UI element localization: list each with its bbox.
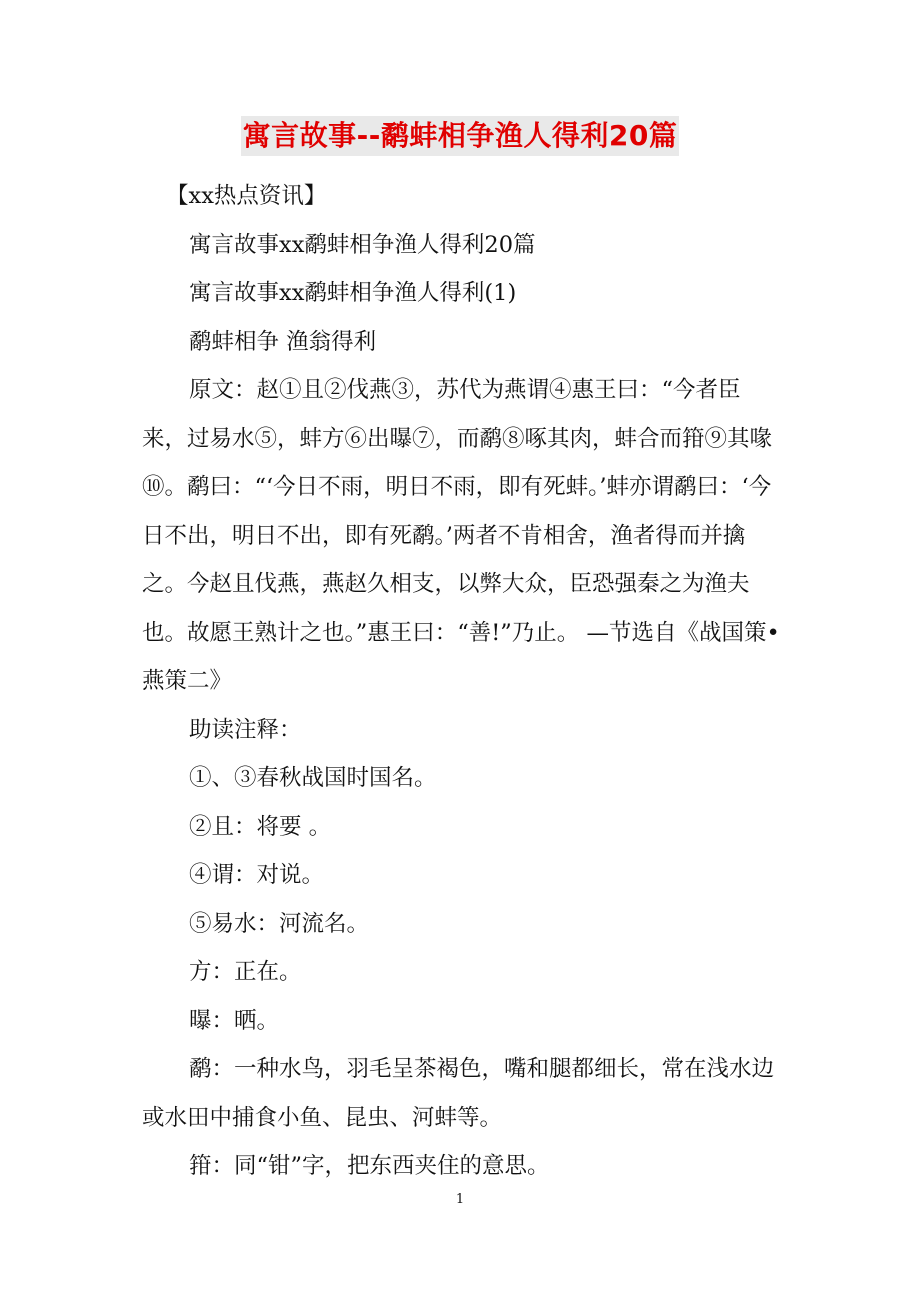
paragraph-note-4: ⑤易水：河流名。 — [189, 910, 370, 937]
title-container — [0, 116, 920, 156]
paragraph-original-text: 原文：赵①且②伐燕③，苏代为燕谓④惠王曰：“今者臣来，过易水⑤，蚌方⑥出曝⑦，而鹬⑧啄其肉，蚌合而箝⑨其喙⑩。鹬曰：“‘今日不雨，明日不雨，即有死蚌。’蚌亦谓鹬曰：‘今日不出，明日不出，即有死鹬。’两者不肯相舍，渔者得而并擒之。今赵且伐燕，燕赵久相支，以弊大众，臣恐强秦之为渔夫也。故愿王熟计之也。”惠王曰：“善!”乃止。 —节选自《战国策•燕策二》 — [142, 377, 780, 694]
paragraph-note-7: 鹬：一种水鸟，羽毛呈茶褐色，嘴和腿都细长，常在浅水边或水田中捕食小鱼、昆虫、河蚌等。 — [142, 1056, 775, 1131]
paragraph-note-1: ①、③春秋战国时国名。 — [189, 765, 437, 791]
paragraph-story-title: 鹬蚌相争 渔翁得利 — [189, 328, 377, 355]
paragraph-section-heading: 寓言故事xx鹬蚌相争渔人得利(1) — [189, 280, 517, 306]
paragraph-note-8: 箝：同“钳”字，把东西夹住的意思。 — [189, 1153, 550, 1179]
paragraph-note-6: 曝：晒。 — [189, 1007, 280, 1034]
document-title: 寓言故事--鹬蚌相争渔人得利20篇 — [241, 116, 680, 156]
paragraph-note-3: ④谓：对说。 — [189, 862, 325, 888]
paragraph-note-2: ②且：将要 。 — [189, 813, 332, 840]
page-number: 1 — [455, 1192, 465, 1207]
paragraph-note-5: 方：正在。 — [189, 959, 302, 985]
paragraph-source-tag: 【xx热点资讯】 — [166, 183, 327, 209]
paragraph-subtitle: 寓言故事xx鹬蚌相争渔人得利20篇 — [189, 231, 536, 258]
paragraph-notes-heading: 助读注释： — [189, 716, 302, 743]
document-body — [142, 172, 782, 1191]
